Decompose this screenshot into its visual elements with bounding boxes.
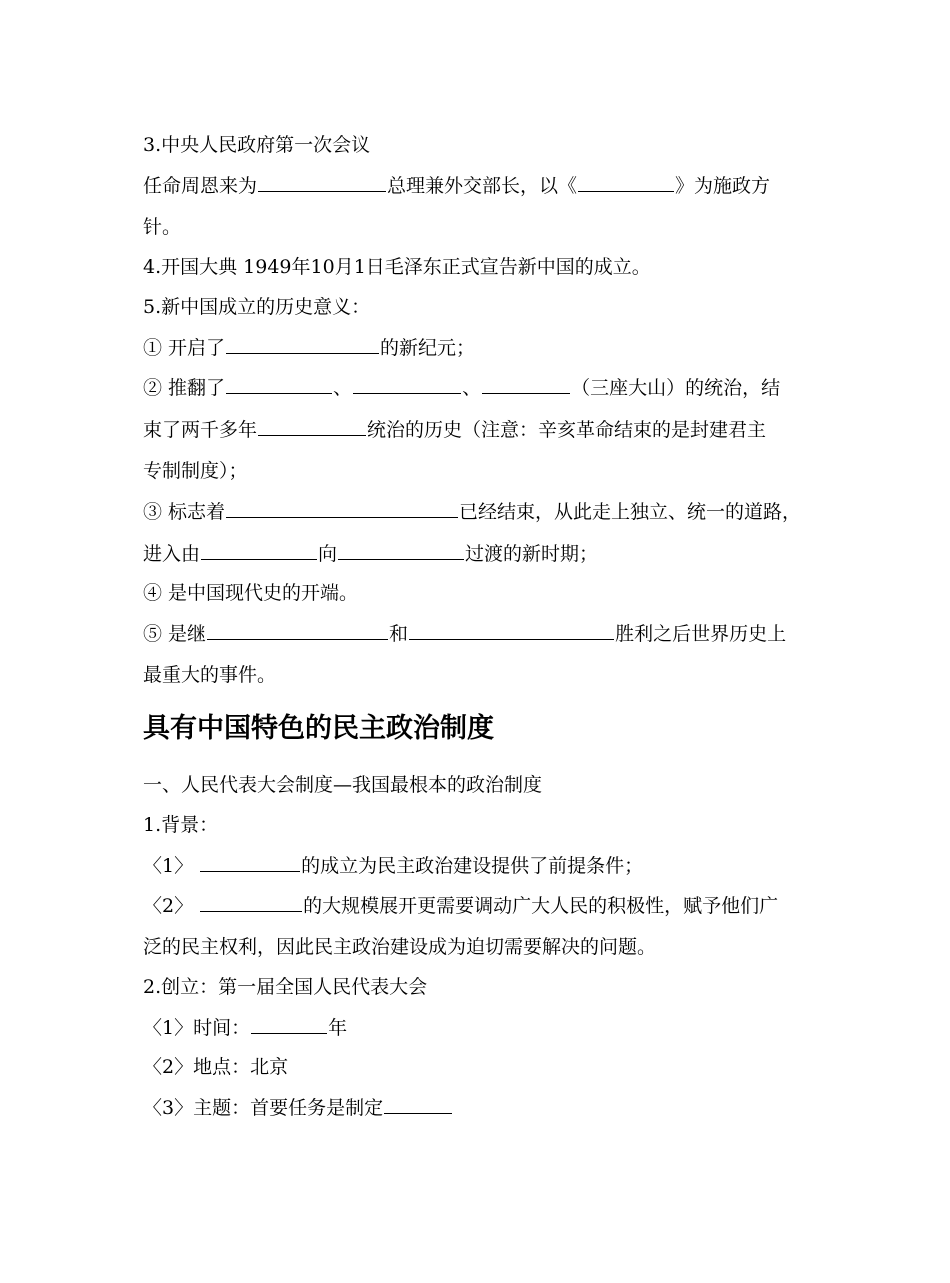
fill-blank[interactable] — [200, 853, 300, 872]
text: 〈1〉时间： — [143, 1017, 251, 1039]
text: 、 — [333, 377, 353, 399]
text: ④ 是中国现代史的开端。 — [143, 582, 359, 604]
text: 任命周恩来为 — [143, 175, 258, 197]
text: 2.创立：第一届全国人民代表大会 — [143, 976, 428, 998]
text: 5.新中国成立的历史意义： — [143, 296, 371, 318]
text: 的大规模展开更需要调动广大人民的积极性，赋予他们广 — [303, 895, 779, 917]
fill-blank[interactable] — [251, 1015, 327, 1034]
fill-blank[interactable] — [207, 621, 388, 640]
text: 〈1〉 — [143, 855, 194, 877]
text: （三座大山）的统治，结 — [571, 377, 781, 399]
significance-1 — [143, 335, 833, 360]
text: 总理兼外交部长，以《 — [387, 175, 578, 197]
text: 、 — [462, 377, 482, 399]
significance-2-cont — [143, 417, 833, 442]
text: 一、人民代表大会制度—我国最根本的政治制度 — [143, 774, 543, 796]
text: ① 开启了 — [143, 337, 226, 359]
text: 专制制度）； — [143, 460, 248, 482]
fill-blank[interactable] — [226, 335, 379, 354]
text: 已经结束，从此走上独立、统一的道路， — [459, 501, 802, 523]
text: ③ 标志着 — [143, 501, 226, 523]
fill-blank[interactable] — [353, 375, 461, 394]
fill-blank[interactable] — [201, 541, 317, 560]
fill-blank[interactable] — [384, 1095, 452, 1114]
fill-blank[interactable] — [578, 173, 674, 192]
item-4 — [143, 255, 833, 279]
significance-5-cont — [143, 663, 833, 687]
background-title — [143, 813, 833, 837]
fill-blank[interactable] — [200, 893, 302, 912]
item-3-line-cont — [143, 215, 833, 239]
founding-time — [143, 1015, 833, 1040]
text: 过渡的新时期； — [465, 543, 599, 565]
founding-theme — [143, 1095, 833, 1120]
significance-4 — [143, 581, 833, 605]
text: ⑤ 是继 — [143, 623, 207, 645]
section-heading: 具有中国特色的民主政治制度 — [143, 713, 494, 744]
item-3-line — [143, 173, 833, 198]
founding-title — [143, 975, 833, 999]
text: 统治的历史（注意：辛亥革命结束的是封建君主 — [367, 419, 767, 441]
text: 向 — [318, 543, 338, 565]
text: 进入由 — [143, 543, 201, 565]
fill-blank[interactable] — [258, 173, 386, 192]
item-5-title — [143, 295, 833, 319]
text: 的成立为民主政治建设提供了前提条件； — [301, 855, 644, 877]
text: 年 — [328, 1017, 348, 1039]
text: 针。 — [143, 216, 182, 238]
text: 〈3〉主题：首要任务是制定 — [143, 1097, 384, 1119]
fill-blank[interactable] — [338, 541, 464, 560]
text: 束了两千多年 — [143, 419, 258, 441]
fill-blank[interactable] — [409, 621, 614, 640]
text: 1.背景： — [143, 814, 219, 836]
fill-blank[interactable] — [226, 375, 332, 394]
significance-2 — [143, 375, 833, 400]
npc-title — [143, 773, 833, 797]
background-1 — [143, 853, 833, 878]
significance-2-cont2 — [143, 459, 833, 483]
text: 最重大的事件。 — [143, 664, 277, 686]
significance-5 — [143, 621, 833, 646]
fill-blank[interactable] — [226, 499, 458, 518]
text: 3.中央人民政府第一次会议 — [143, 134, 371, 156]
fill-blank[interactable] — [482, 375, 570, 394]
text: 和 — [389, 623, 409, 645]
text: 》为施政方 — [675, 175, 771, 197]
text: ② 推翻了 — [143, 377, 226, 399]
text: 胜利之后世界历史上 — [615, 623, 787, 645]
text: 〈2〉 — [143, 895, 194, 917]
significance-3-cont — [143, 541, 833, 566]
text: 泛的民主权利，因此民主政治建设成为迫切需要解决的问题。 — [143, 936, 657, 958]
text: 的新纪元； — [380, 337, 476, 359]
background-2 — [143, 893, 833, 918]
founding-place — [143, 1055, 833, 1079]
text: 〈2〉地点：北京 — [143, 1056, 289, 1078]
fill-blank[interactable] — [258, 417, 366, 436]
significance-3 — [143, 499, 833, 524]
text: 4.开国大典 1949年10月1日毛泽东正式宣告新中国的成立。 — [143, 256, 651, 278]
background-2-cont — [143, 935, 833, 959]
item-3-title — [143, 133, 833, 157]
